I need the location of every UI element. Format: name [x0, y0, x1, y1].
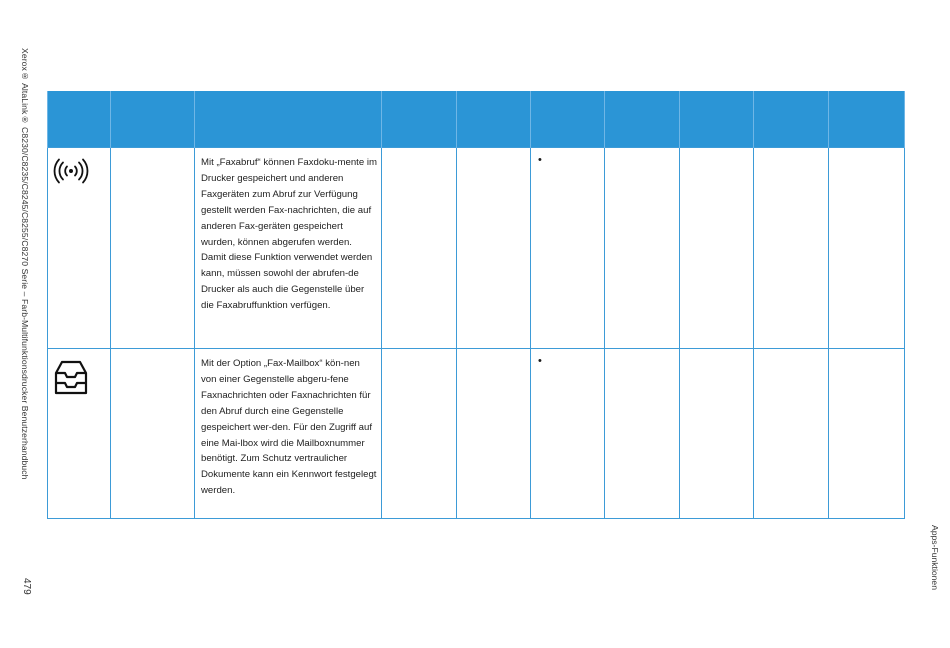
empty-cell — [457, 349, 531, 519]
table-header-row — [48, 91, 905, 148]
empty-cell — [111, 148, 195, 349]
icon-cell — [48, 148, 111, 349]
page-number: 479 — [21, 578, 32, 595]
empty-cell — [680, 349, 754, 519]
header-cell — [829, 91, 905, 148]
empty-cell — [680, 148, 754, 349]
header-cell — [111, 91, 195, 148]
fax-mailbox-tray-icon — [53, 359, 110, 397]
table-row — [48, 148, 905, 349]
empty-cell — [829, 148, 905, 349]
empty-cell — [382, 148, 457, 349]
fax-polling-wireless-icon — [53, 158, 110, 184]
availability-bullet: • — [531, 349, 605, 519]
header-cell — [531, 91, 605, 148]
empty-cell — [382, 349, 457, 519]
icon-cell — [48, 349, 111, 519]
header-cell — [754, 91, 829, 148]
empty-cell — [457, 148, 531, 349]
header-cell — [48, 91, 111, 148]
empty-cell — [754, 349, 829, 519]
feature-table — [47, 91, 905, 519]
empty-cell — [754, 148, 829, 349]
header-cell — [457, 91, 531, 148]
header-cell — [382, 91, 457, 148]
availability-bullet: • — [531, 148, 605, 349]
header-cell — [605, 91, 680, 148]
header-cell — [680, 91, 754, 148]
table-row — [48, 349, 905, 519]
left-margin — [20, 48, 36, 608]
empty-cell — [829, 349, 905, 519]
empty-cell — [605, 148, 680, 349]
section-title: Apps-Funktionen — [930, 525, 940, 590]
empty-cell — [111, 349, 195, 519]
header-cell — [195, 91, 382, 148]
document-title: Xerox® AltaLink® C8230/C8235/C8245/C8255/C8270 Serie – Farb-Multifunktionsdrucker Benutzerhandbuch — [20, 48, 30, 480]
empty-cell — [605, 349, 680, 519]
feature-description: Mit „Faxabruf“ können Faxdoku-mente im Drucker gespeichert und anderen Faxgeräten zum Abruf zur Verfügung gestellt werden Fax-nachrichten, die auf anderen Fax-geräten gespeichert wurden, können abgerufen werden. Damit diese Funktion verwendet werden kann, müssen sowohl der abrufen-de Drucker als auch die Gegenstelle über die Faxabruffunktion verfügen. — [195, 148, 382, 349]
feature-description: Mit der Option „Fax-Mailbox“ kön-nen von einer Gegenstelle abgeru-fene Faxnachrichten oder Faxnachrichten für den Abruf durch eine Gegenstelle gespeichert wer-den. Für den Zugriff auf eine Mai-lbox wird die Mailboxnummer benötigt. Zum Schutz vertraulicher Dokumente kann ein Kennwort festgelegt werden. — [195, 349, 382, 519]
